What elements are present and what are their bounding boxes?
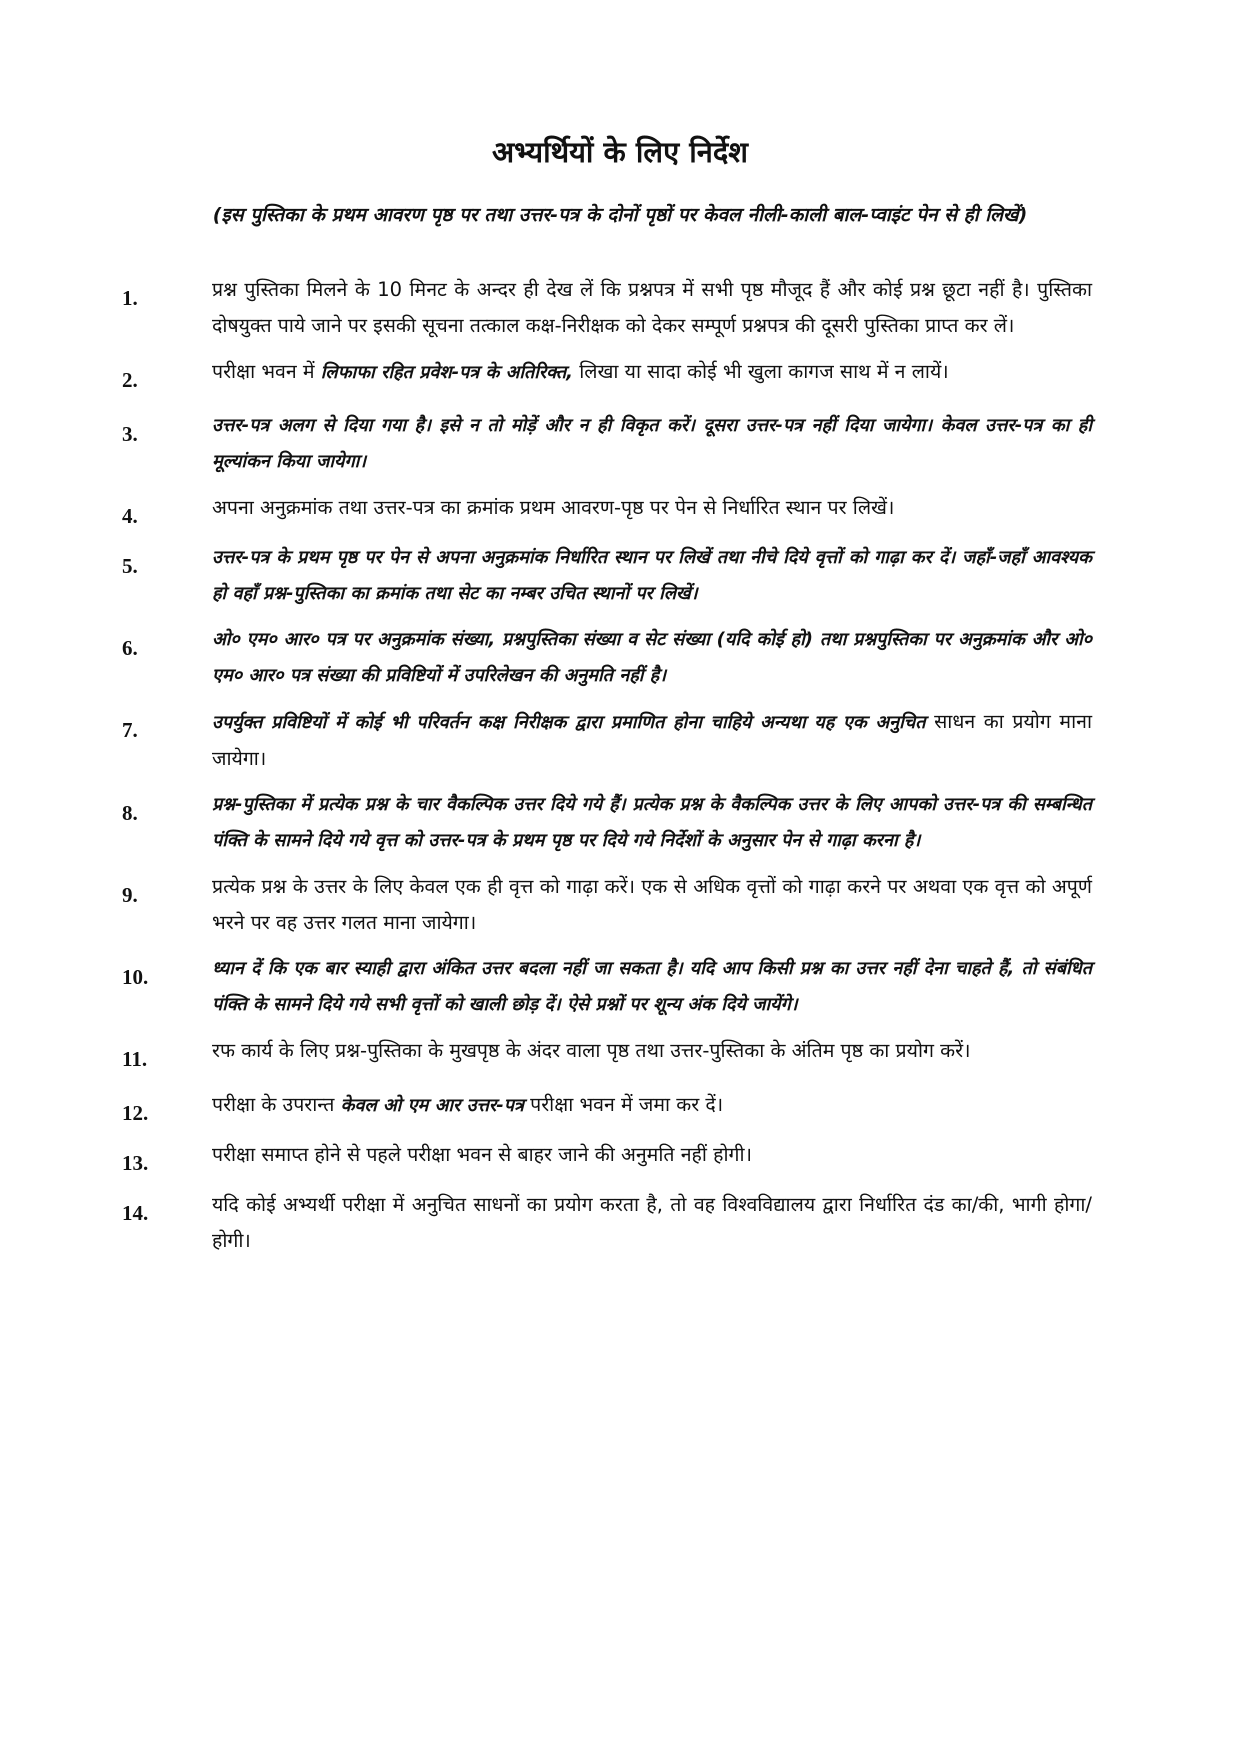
instruction-text: प्रश्न-पुस्तिका में प्रत्येक प्रश्न के चार वैकल्पिक उत्तर दिये गये हैं। प्रत्येक प्रश्न के वैकल्पिक उत्तर के लिए आपको उत्तर-पत्र की सम्बन्धित पंक्ति के सामने दिये गये वृत्त को उत्तर-पत्र के प्रथम पृष्ठ पर दिये गये निर्देशों के अनुसार पेन से गाढ़ा करना है। [212,794,1092,851]
instruction-item [0,490,1240,534]
instruction-number: 1. [122,286,138,310]
instruction-number: 3. [122,422,138,446]
instruction-text: उत्तर-पत्र अलग से दिया गया है। इसे न तो मोड़ें और न ही विकृत करें। दूसरा उत्तर-पत्र नहीं दिया जायेगा। केवल उत्तर-पत्र का ही मूल्यांकन किया जायेगा। [212,415,1092,472]
instruction-text-emphasis: लिफाफा रहित प्रवेश-पत्र के अतिरिक्त, [320,362,574,383]
instruction-text-part: साधन का प्रयोग माना जायेगा। [212,710,1092,770]
page-subtitle: (इस पुस्तिका के प्रथम आवरण पृष्ठ पर तथा उत्तर-पत्र के दोनों पृष्ठों पर केवल नीली-काली बाल-प्वाइंट पेन से ही लिखें) [212,204,1028,226]
instruction-number: 2. [122,368,138,392]
instruction-text: यदि कोई अभ्यर्थी परीक्षा में अनुचित साधनों का प्रयोग करता है, तो वह विश्वविद्यालय द्वारा निर्धारित दंड का/की, भागी होगा/होगी। [212,1193,1092,1252]
instruction-text-part: लिखा या सादा कोई भी खुला कागज साथ में न लायें। [573,360,949,383]
instruction-text-part: परीक्षा भवन में [212,360,321,383]
instruction-number: 14. [122,1201,149,1225]
instruction-number: 9. [122,883,138,907]
instruction-text: रफ कार्य के लिए प्रश्न-पुस्तिका के मुखपृष्ठ के अंदर वाला पृष्ठ तथा उत्तर-पुस्तिका के अंतिम पृष्ठ का प्रयोग करें। [212,1039,971,1062]
instruction-text: प्रत्येक प्रश्न के उत्तर के लिए केवल एक ही वृत्त को गाढ़ा करें। एक से अधिक वृत्तों को गाढ़ा करने पर अथवा एक वृत्त को अपूर्ण भरने पर वह उत्तर गलत माना जायेगा। [212,875,1092,934]
instruction-text: अपना अनुक्रमांक तथा उत्तर-पत्र का क्रमांक प्रथम आवरण-पृष्ठ पर पेन से निर्धारित स्थान पर लिखें। [212,496,895,519]
instruction-number: 7. [122,718,138,742]
instruction-number: 12. [122,1101,149,1125]
instruction-text-emphasis: केवल ओ एम आर उत्तर-पत्र [340,1095,524,1116]
instruction-item [0,704,1240,777]
instruction-text [212,354,1092,391]
instruction-text [212,704,1092,777]
instruction-item [0,869,1240,941]
instruction-text: परीक्षा समाप्त होने से पहले परीक्षा भवन से बाहर जाने की अनुमति नहीं होगी। [212,1143,752,1166]
instruction-text-part: परीक्षा भवन में जमा कर दें। [523,1093,724,1116]
instruction-number: 13. [122,1151,149,1175]
instruction-item [0,1087,1240,1131]
instruction-item [0,408,1240,480]
instruction-text: प्रश्न पुस्तिका मिलने के 10 मिनट के अन्दर ही देख लें कि प्रश्नपत्र में सभी पृष्ठ मौजूद हैं और कोई प्रश्न छूटा नहीं है। पुस्तिका दोषयुक्त पाये जाने पर इसकी सूचना तत्काल कक्ष-निरीक्षक को देकर सम्पूर्ण प्रश्नपत्र की दूसरी पुस्तिका प्राप्त कर लें। [212,278,1092,337]
instruction-text-part: परीक्षा के उपरान्त [212,1093,341,1116]
instruction-text-emphasis: उपर्युक्त प्रविष्टियों में कोई भी परिवर्तन कक्ष निरीक्षक द्वारा प्रमाणित होना चाहिये अन्यथा यह एक अनुचित [212,712,926,733]
instruction-item [0,1033,1240,1077]
instruction-item [0,540,1240,612]
instruction-text: उत्तर-पत्र के प्रथम पृष्ठ पर पेन से अपना अनुक्रमांक निर्धारित स्थान पर लिखें तथा नीचे दिये वृत्तों को गाढ़ा कर दें। जहाँ-जहाँ आवश्यक हो वहाँ प्रश्न-पुस्तिका का क्रमांक तथा सेट का नम्बर उचित स्थानों पर लिखें। [212,547,1092,604]
page-title: अभ्यर्थियों के लिए निर्देश [492,135,748,169]
instruction-number: 10. [122,965,149,989]
instruction-item [0,1137,1240,1181]
instruction-text [212,1087,1092,1124]
instruction-text: ध्यान दें कि एक बार स्याही द्वारा अंकित उत्तर बदला नहीं जा सकता है। यदि आप किसी प्रश्न का उत्तर नहीं देना चाहते हैं, तो संबंधित पंक्ति के सामने दिये गये सभी वृत्तों को खाली छोड़ दें। ऐसे प्रश्नों पर शून्य अंक दिये जायेंगे। [212,958,1092,1015]
instruction-item [0,951,1240,1023]
instruction-text: ओ० एम० आर० पत्र पर अनुक्रमांक संख्या, प्रश्नपुस्तिका संख्या व सेट संख्या (यदि कोई हो) तथा प्रश्नपुस्तिका पर अनुक्रमांक और ओ० एम० आर० पत्र संख्या की प्रविष्टियों में उपरिलेखन की अनुमति नहीं है। [212,629,1092,686]
instruction-item [0,787,1240,859]
instruction-item [0,354,1240,398]
instruction-list [0,272,1240,1259]
instruction-number: 11. [122,1047,148,1071]
instruction-number: 6. [122,636,138,660]
instruction-item [0,272,1240,344]
instruction-item [0,622,1240,694]
instruction-number: 4. [122,504,138,528]
instruction-number: 8. [122,801,138,825]
instruction-number: 5. [122,554,138,578]
instruction-item [0,1187,1240,1259]
